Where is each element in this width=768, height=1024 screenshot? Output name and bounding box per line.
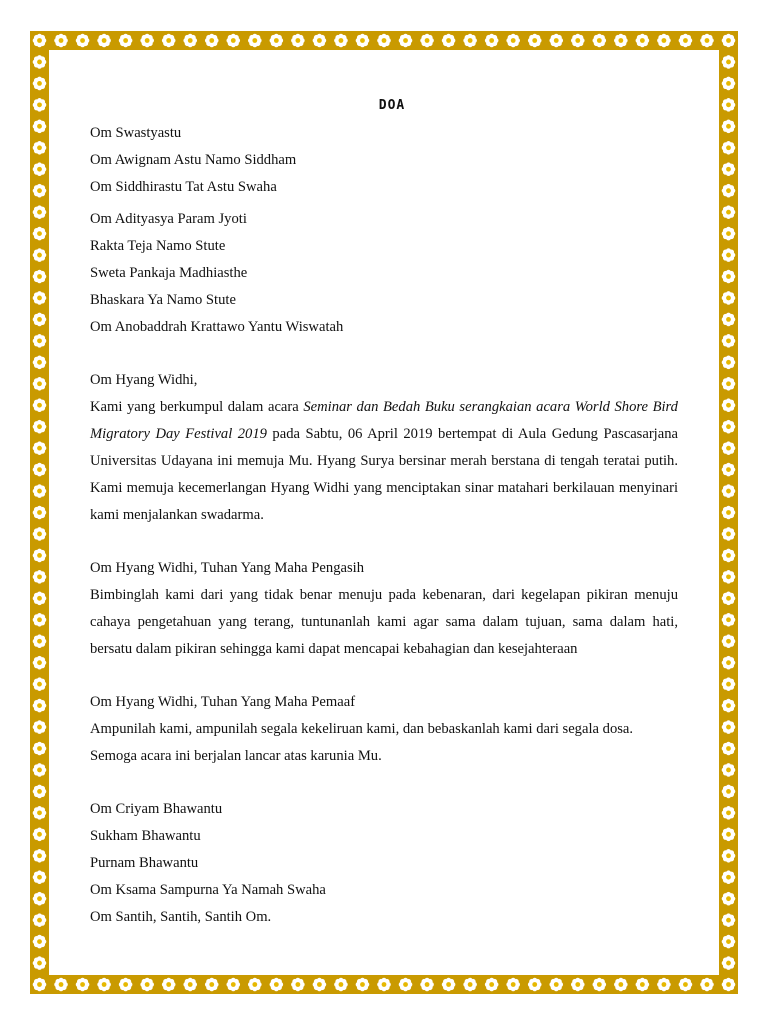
flower-icon xyxy=(183,34,197,48)
flower-icon xyxy=(33,377,47,391)
flower-icon xyxy=(33,313,47,327)
flower-icon xyxy=(54,978,68,992)
section3-heading: Om Hyang Widhi, Tuhan Yang Maha Pemaaf xyxy=(90,694,356,710)
flower-icon xyxy=(33,227,47,241)
closing-line-3: Purnam Bhawantu xyxy=(90,855,199,871)
flower-icon xyxy=(722,270,736,284)
flower-icon xyxy=(119,978,133,992)
flower-icon xyxy=(722,377,736,391)
flower-icon xyxy=(270,978,284,992)
flower-icon xyxy=(722,441,736,455)
section3-line-2: Semoga acara ini berjalan lancar atas karunia Mu. xyxy=(90,748,382,764)
flower-icon xyxy=(76,34,90,48)
flower-icon xyxy=(722,549,736,563)
flower-icon xyxy=(722,484,736,498)
flower-icon xyxy=(722,806,736,820)
opening-line-3: Om Siddhirastu Tat Astu Swaha xyxy=(90,179,277,195)
flower-icon xyxy=(593,978,607,992)
section3-line-1: Ampunilah kami, ampunilah segala kekeliruan kami, dan bebaskanlah kami dari segala dosa. xyxy=(90,721,634,737)
flower-icon xyxy=(76,978,90,992)
flower-icon xyxy=(722,892,736,906)
flower-icon xyxy=(33,120,47,134)
flower-icon xyxy=(97,978,111,992)
flower-icon xyxy=(162,978,176,992)
flower-icon xyxy=(226,978,240,992)
flower-icon xyxy=(334,978,348,992)
flower-icon xyxy=(33,677,47,691)
flower-icon xyxy=(33,806,47,820)
flower-icon xyxy=(722,978,736,992)
flower-icon xyxy=(636,34,650,48)
flower-icon xyxy=(33,978,47,992)
flower-icon xyxy=(722,248,736,262)
flower-icon xyxy=(248,34,262,48)
flower-icon xyxy=(33,34,47,48)
flower-icon xyxy=(33,570,47,584)
flower-icon xyxy=(593,34,607,48)
flower-icon xyxy=(722,77,736,91)
flower-icon xyxy=(33,549,47,563)
section1-heading: Om Hyang Widhi, xyxy=(90,372,198,388)
flower-icon xyxy=(33,162,47,176)
flower-icon xyxy=(722,420,736,434)
flower-icon xyxy=(722,935,736,949)
flower-icon xyxy=(722,720,736,734)
flower-icon xyxy=(506,978,520,992)
flower-icon xyxy=(722,34,736,48)
flower-icon xyxy=(33,935,47,949)
flower-icon xyxy=(722,98,736,112)
flower-icon xyxy=(614,34,628,48)
flower-icon xyxy=(33,398,47,412)
flower-icon xyxy=(657,34,671,48)
flower-icon xyxy=(33,484,47,498)
flower-icon xyxy=(722,870,736,884)
flower-icon xyxy=(54,34,68,48)
flower-icon xyxy=(377,978,391,992)
flower-icon xyxy=(33,420,47,434)
flower-icon xyxy=(399,34,413,48)
flower-icon xyxy=(722,570,736,584)
flower-icon xyxy=(722,742,736,756)
flower-icon xyxy=(549,34,563,48)
flower-icon xyxy=(205,978,219,992)
flower-icon xyxy=(399,978,413,992)
mantra-line-5: Om Anobaddrah Krattawo Yantu Wiswatah xyxy=(90,319,344,335)
flower-icon xyxy=(334,34,348,48)
mantra-line-3: Sweta Pankaja Madhiasthe xyxy=(90,265,248,281)
flower-icon xyxy=(722,55,736,69)
flower-icon xyxy=(33,77,47,91)
closing-line-4: Om Ksama Sampurna Ya Namah Swaha xyxy=(90,882,326,898)
flower-icon xyxy=(722,763,736,777)
section1-event-name: Seminar dan Bedah Buku serangkaian acara World Shore Bird Migratory Day Festival 2019 xyxy=(90,399,678,442)
flower-icon xyxy=(420,978,434,992)
flower-icon xyxy=(33,441,47,455)
flower-icon xyxy=(33,849,47,863)
flower-icon xyxy=(463,34,477,48)
opening-line-1: Om Swastyastu xyxy=(90,125,182,141)
flower-icon xyxy=(183,978,197,992)
flower-icon xyxy=(226,34,240,48)
closing-line-5: Om Santih, Santih, Santih Om. xyxy=(90,909,272,925)
flower-icon xyxy=(506,34,520,48)
flower-icon xyxy=(33,870,47,884)
flower-icon xyxy=(33,506,47,520)
flower-icon xyxy=(700,978,714,992)
flower-icon xyxy=(614,978,628,992)
flower-icon xyxy=(528,978,542,992)
section2-heading: Om Hyang Widhi, Tuhan Yang Maha Pengasih xyxy=(90,560,365,576)
flower-icon xyxy=(33,763,47,777)
mantra-line-2: Rakta Teja Namo Stute xyxy=(90,238,226,254)
flower-icon xyxy=(140,978,154,992)
flower-icon xyxy=(722,398,736,412)
flower-icon xyxy=(248,978,262,992)
flower-icon xyxy=(722,634,736,648)
flower-icon xyxy=(722,785,736,799)
flower-icon xyxy=(377,34,391,48)
flower-icon xyxy=(291,978,305,992)
flower-icon xyxy=(679,978,693,992)
mantra-line-4: Bhaskara Ya Namo Stute xyxy=(90,292,236,308)
section1-paragraph xyxy=(90,394,678,529)
flower-icon xyxy=(420,34,434,48)
flower-icon xyxy=(162,34,176,48)
flower-icon xyxy=(33,98,47,112)
flower-icon xyxy=(722,849,736,863)
flower-icon xyxy=(33,892,47,906)
flower-icon xyxy=(722,677,736,691)
flower-icon xyxy=(140,34,154,48)
flower-icon xyxy=(97,34,111,48)
flower-icon xyxy=(33,205,47,219)
flower-icon xyxy=(722,334,736,348)
flower-icon xyxy=(291,34,305,48)
flower-icon xyxy=(722,205,736,219)
flower-icon xyxy=(549,978,563,992)
flower-icon xyxy=(33,184,47,198)
section1-text-rest: pada Sabtu, 06 April 2019 bertempat di Aula Gedung Pascasarjana Universitas Udayana ini memuja Mu. Hyang Surya bersinar merah berstana di tengah teratai putih. Kami memuja kecemerlangan Hyang Widhi yang menciptakan sinar matahari berkilauan menyinari kami menjalankan swadarma. xyxy=(90,426,678,523)
flower-icon xyxy=(722,120,736,134)
flower-icon xyxy=(722,592,736,606)
closing-line-1: Om Criyam Bhawantu xyxy=(90,801,223,817)
flower-icon xyxy=(33,270,47,284)
flower-icon xyxy=(722,463,736,477)
flower-icon xyxy=(33,55,47,69)
flower-icon xyxy=(33,141,47,155)
flower-icon xyxy=(571,978,585,992)
flower-icon xyxy=(313,978,327,992)
flower-icon xyxy=(485,34,499,48)
flower-icon xyxy=(722,699,736,713)
flower-icon xyxy=(33,742,47,756)
flower-icon xyxy=(722,356,736,370)
flower-icon xyxy=(571,34,585,48)
flower-icon xyxy=(119,34,133,48)
document-body xyxy=(90,92,678,931)
flower-icon xyxy=(700,34,714,48)
flower-icon xyxy=(722,141,736,155)
flower-icon xyxy=(33,720,47,734)
flower-icon xyxy=(33,656,47,670)
flower-icon xyxy=(636,978,650,992)
flower-icon xyxy=(722,956,736,970)
flower-icon xyxy=(33,527,47,541)
flower-icon xyxy=(356,978,370,992)
flower-icon xyxy=(722,162,736,176)
flower-icon xyxy=(722,527,736,541)
flower-icon xyxy=(657,978,671,992)
flower-icon xyxy=(33,828,47,842)
flower-icon xyxy=(33,334,47,348)
flower-icon xyxy=(722,613,736,627)
flower-icon xyxy=(205,34,219,48)
flower-icon xyxy=(33,613,47,627)
flower-icon xyxy=(722,184,736,198)
page-title: DOA xyxy=(378,98,406,113)
flower-icon xyxy=(33,356,47,370)
flower-icon xyxy=(33,913,47,927)
mantra-line-1: Om Adityasya Param Jyoti xyxy=(90,211,247,227)
section1-text-start: Kami yang berkumpul dalam acara xyxy=(90,399,304,415)
flower-icon xyxy=(33,956,47,970)
closing-line-2: Sukham Bhawantu xyxy=(90,828,201,844)
flower-icon xyxy=(442,34,456,48)
flower-icon xyxy=(722,291,736,305)
flower-icon xyxy=(313,34,327,48)
flower-icon xyxy=(528,34,542,48)
flower-icon xyxy=(722,313,736,327)
flower-icon xyxy=(722,506,736,520)
flower-icon xyxy=(33,592,47,606)
flower-icon xyxy=(33,699,47,713)
opening-line-2: Om Awignam Astu Namo Siddham xyxy=(90,152,297,168)
flower-icon xyxy=(356,34,370,48)
flower-icon xyxy=(463,978,477,992)
flower-icon xyxy=(33,463,47,477)
flower-icon xyxy=(270,34,284,48)
flower-icon xyxy=(33,248,47,262)
flower-icon xyxy=(679,34,693,48)
flower-icon xyxy=(722,656,736,670)
flower-icon xyxy=(33,785,47,799)
section2-paragraph: Bimbinglah kami dari yang tidak benar menuju pada kebenaran, dari kegelapan pikiran menuju cahaya pengetahuan yang terang, tuntunanlah kami agar sama dalam tujuan, sama dalam hati, bersatu dalam pikiran sehingga kami dapat mencapai kebahagian dan kesejahteraan xyxy=(90,587,678,657)
flower-icon xyxy=(33,634,47,648)
flower-icon xyxy=(722,227,736,241)
flower-icon xyxy=(33,291,47,305)
flower-icon xyxy=(722,913,736,927)
flower-icon xyxy=(442,978,456,992)
flower-icon xyxy=(722,828,736,842)
flower-icon xyxy=(485,978,499,992)
